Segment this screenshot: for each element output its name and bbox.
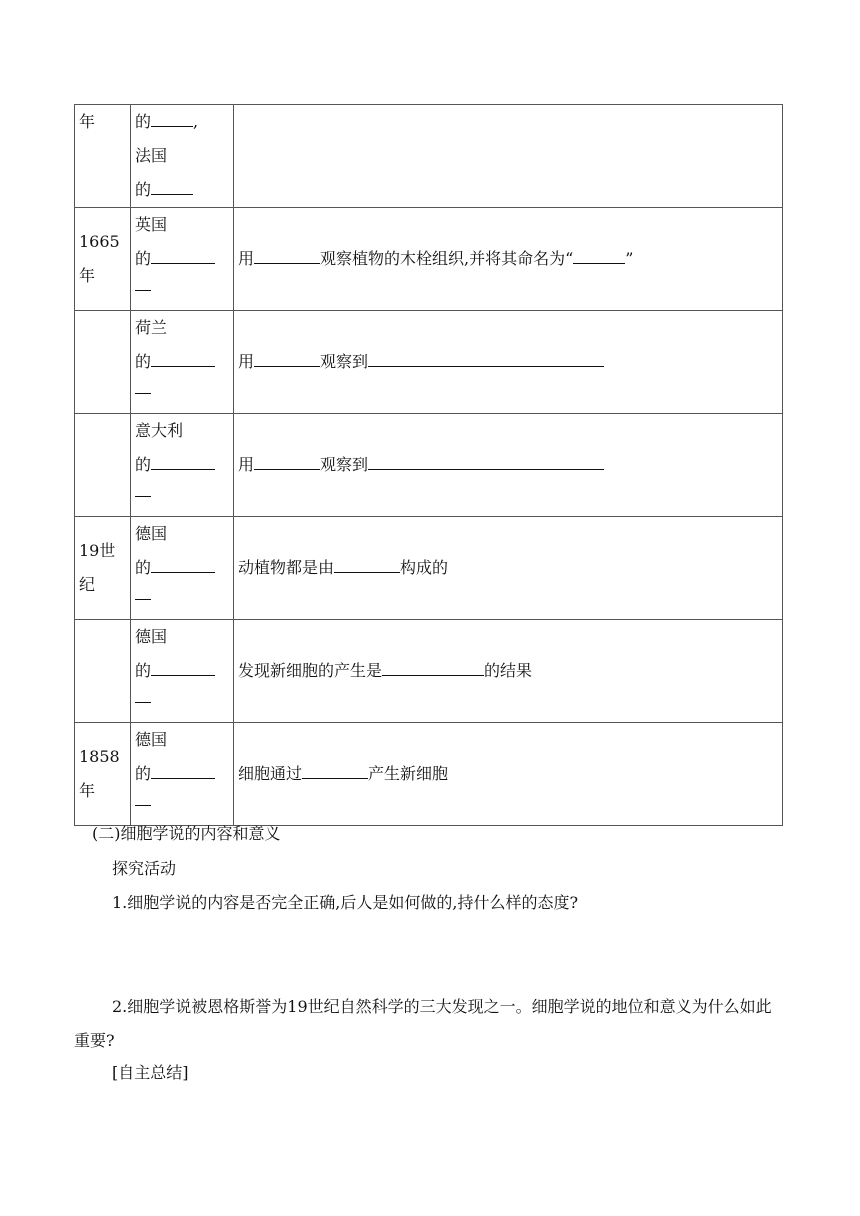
table-row <box>75 723 783 826</box>
person-cell: 荷兰 的 <box>131 311 234 414</box>
blank[interactable] <box>334 554 400 573</box>
blank[interactable] <box>151 108 193 127</box>
desc-cell: 用 观察植物的木栓组织,并将其命名为“ ” <box>234 208 783 311</box>
table-row <box>75 208 783 311</box>
blank[interactable] <box>151 760 215 779</box>
blank[interactable] <box>302 760 368 779</box>
person-cell: 德国 的 <box>131 517 234 620</box>
year-cell: 年 <box>75 105 131 208</box>
summary-heading: [自主总结] <box>112 1063 189 1082</box>
table-row <box>75 517 783 620</box>
blank[interactable] <box>254 348 320 367</box>
section-title: (二)细胞学说的内容和意义 <box>92 824 281 843</box>
desc-cell <box>234 105 783 208</box>
blank[interactable] <box>254 451 320 470</box>
desc-cell: 用 观察到 <box>234 414 783 517</box>
blank[interactable] <box>382 657 484 676</box>
blank[interactable] <box>368 348 604 367</box>
table-row <box>75 105 783 208</box>
desc-cell: 动植物都是由 构成的 <box>234 517 783 620</box>
blank[interactable] <box>368 451 604 470</box>
desc-cell: 细胞通过 产生新细胞 <box>234 723 783 826</box>
blank[interactable] <box>151 176 193 195</box>
timeline-table <box>74 104 783 826</box>
question-1: 1.细胞学说的内容是否完全正确,后人是如何做的,持什么样的态度? <box>112 893 579 912</box>
desc-cell: 用 观察到 <box>234 311 783 414</box>
blank[interactable] <box>254 245 320 264</box>
blank[interactable] <box>151 245 215 264</box>
table-row <box>75 414 783 517</box>
year-cell <box>75 620 131 723</box>
table-row <box>75 311 783 414</box>
person-cell: 的 , 法国 的 <box>131 105 234 208</box>
person-cell: 意大利 的 <box>131 414 234 517</box>
year-cell: 1858年 <box>75 723 131 826</box>
desc-cell: 发现新细胞的产生是 的结果 <box>234 620 783 723</box>
blank[interactable] <box>151 451 215 470</box>
year-cell <box>75 311 131 414</box>
year-cell: 19世纪 <box>75 517 131 620</box>
year-cell <box>75 414 131 517</box>
table-row <box>75 620 783 723</box>
person-cell: 英国 的 <box>131 208 234 311</box>
blank[interactable] <box>151 657 215 676</box>
person-cell: 德国 的 <box>131 620 234 723</box>
year-cell: 1665年 <box>75 208 131 311</box>
question-2: 2.细胞学说被恩格斯誉为19世纪自然科学的三大发现之一。细胞学说的地位和意义为什么如此重要? <box>74 997 772 1050</box>
blank[interactable] <box>573 245 625 264</box>
blank[interactable] <box>151 554 215 573</box>
activity-heading: 探究活动 <box>112 859 177 878</box>
person-cell: 德国 的 <box>131 723 234 826</box>
blank[interactable] <box>151 348 215 367</box>
